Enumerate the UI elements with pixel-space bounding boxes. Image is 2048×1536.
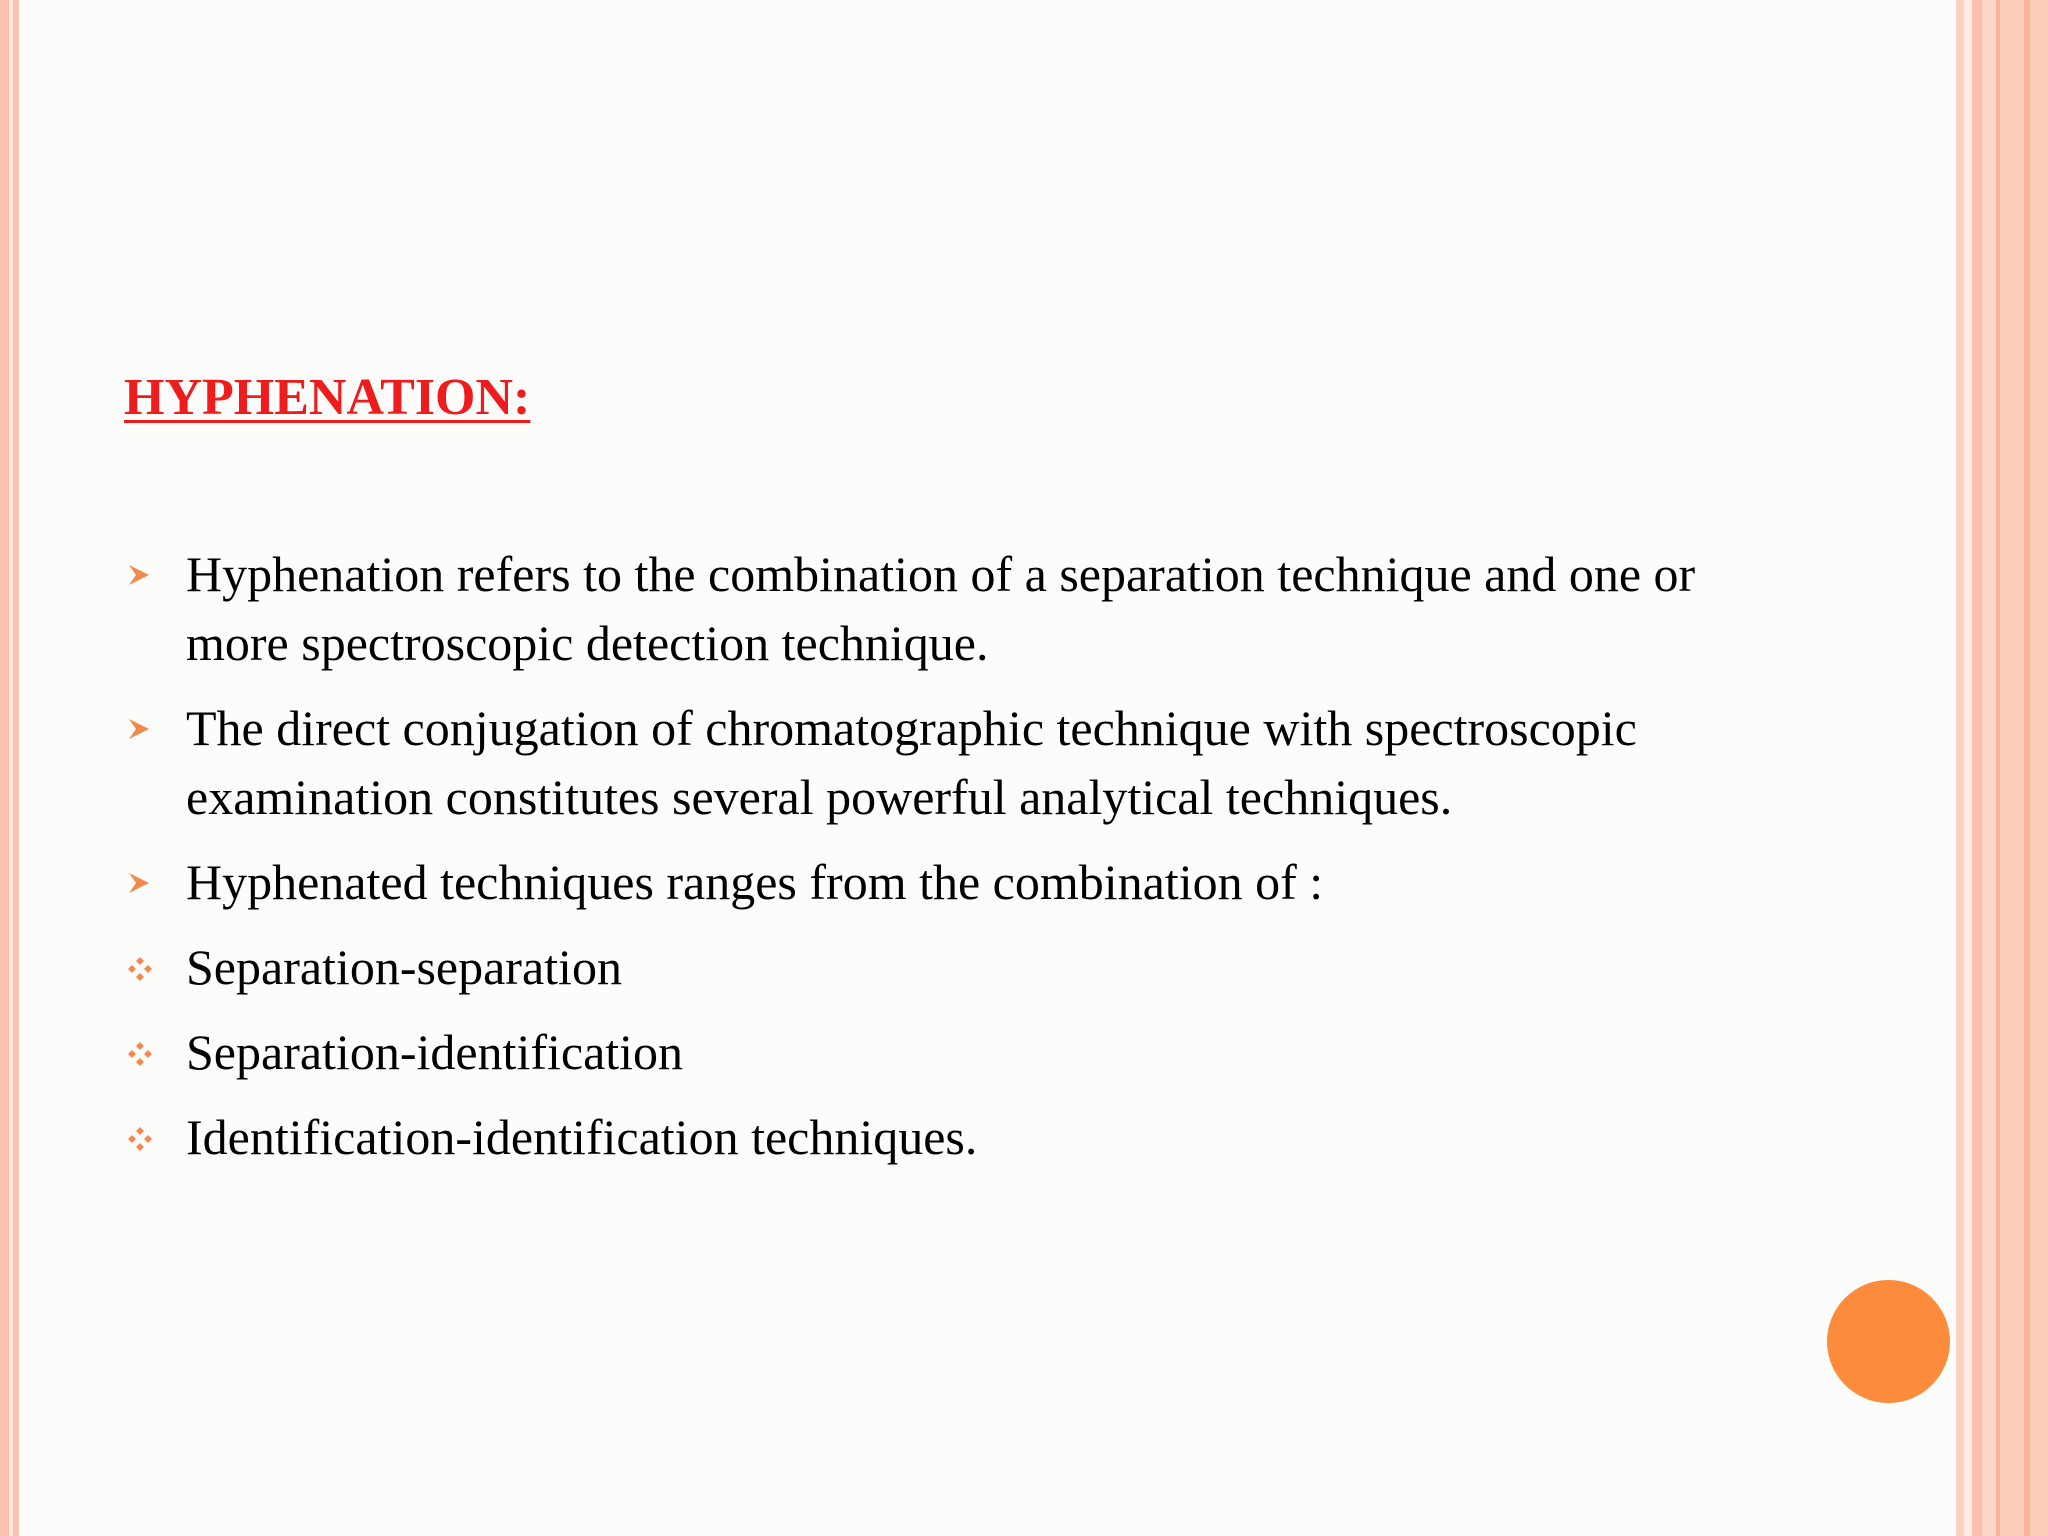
diamond-bullet-icon [124,933,164,1002]
bullet-text: Identification-identification techniques. [186,1109,978,1165]
bullet-item [124,848,1804,917]
bullet-item [124,540,1804,678]
bullet-item [124,694,1804,832]
right-border-stripe [1982,0,1996,1536]
bullet-item [124,1103,1804,1172]
bullet-text: Hyphenation refers to the combination of a separation technique and one or more spectroscopic detection technique. [186,546,1696,671]
decorative-circle [1827,1280,1950,1403]
bullet-text: Separation-separation [186,939,622,995]
left-border-stripe [0,0,9,1536]
bullet-list [124,540,1804,1188]
arrow-bullet-icon [124,694,164,763]
diamond-bullet-icon [124,1018,164,1087]
right-border-stripe [1956,0,1964,1536]
slide-title: HYPHENATION: [124,369,531,426]
arrow-bullet-icon [124,540,164,609]
right-border-stripe [1964,0,1972,1536]
bullet-item [124,933,1804,1002]
arrow-bullet-icon [124,848,164,917]
right-border-stripe [2030,0,2048,1536]
bullet-text: The direct conjugation of chromatographic technique with spectroscopic examination constitutes several powerful analytical techniques. [186,700,1637,825]
bullet-text: Hyphenated techniques ranges from the combination of : [186,854,1324,910]
bullet-text: Separation-identification [186,1024,684,1080]
left-border-stripe [13,0,19,1536]
bullet-item [124,1018,1804,1087]
diamond-bullet-icon [124,1103,164,1172]
right-border-stripe [2000,0,2024,1536]
right-border-stripe [1972,0,1982,1536]
